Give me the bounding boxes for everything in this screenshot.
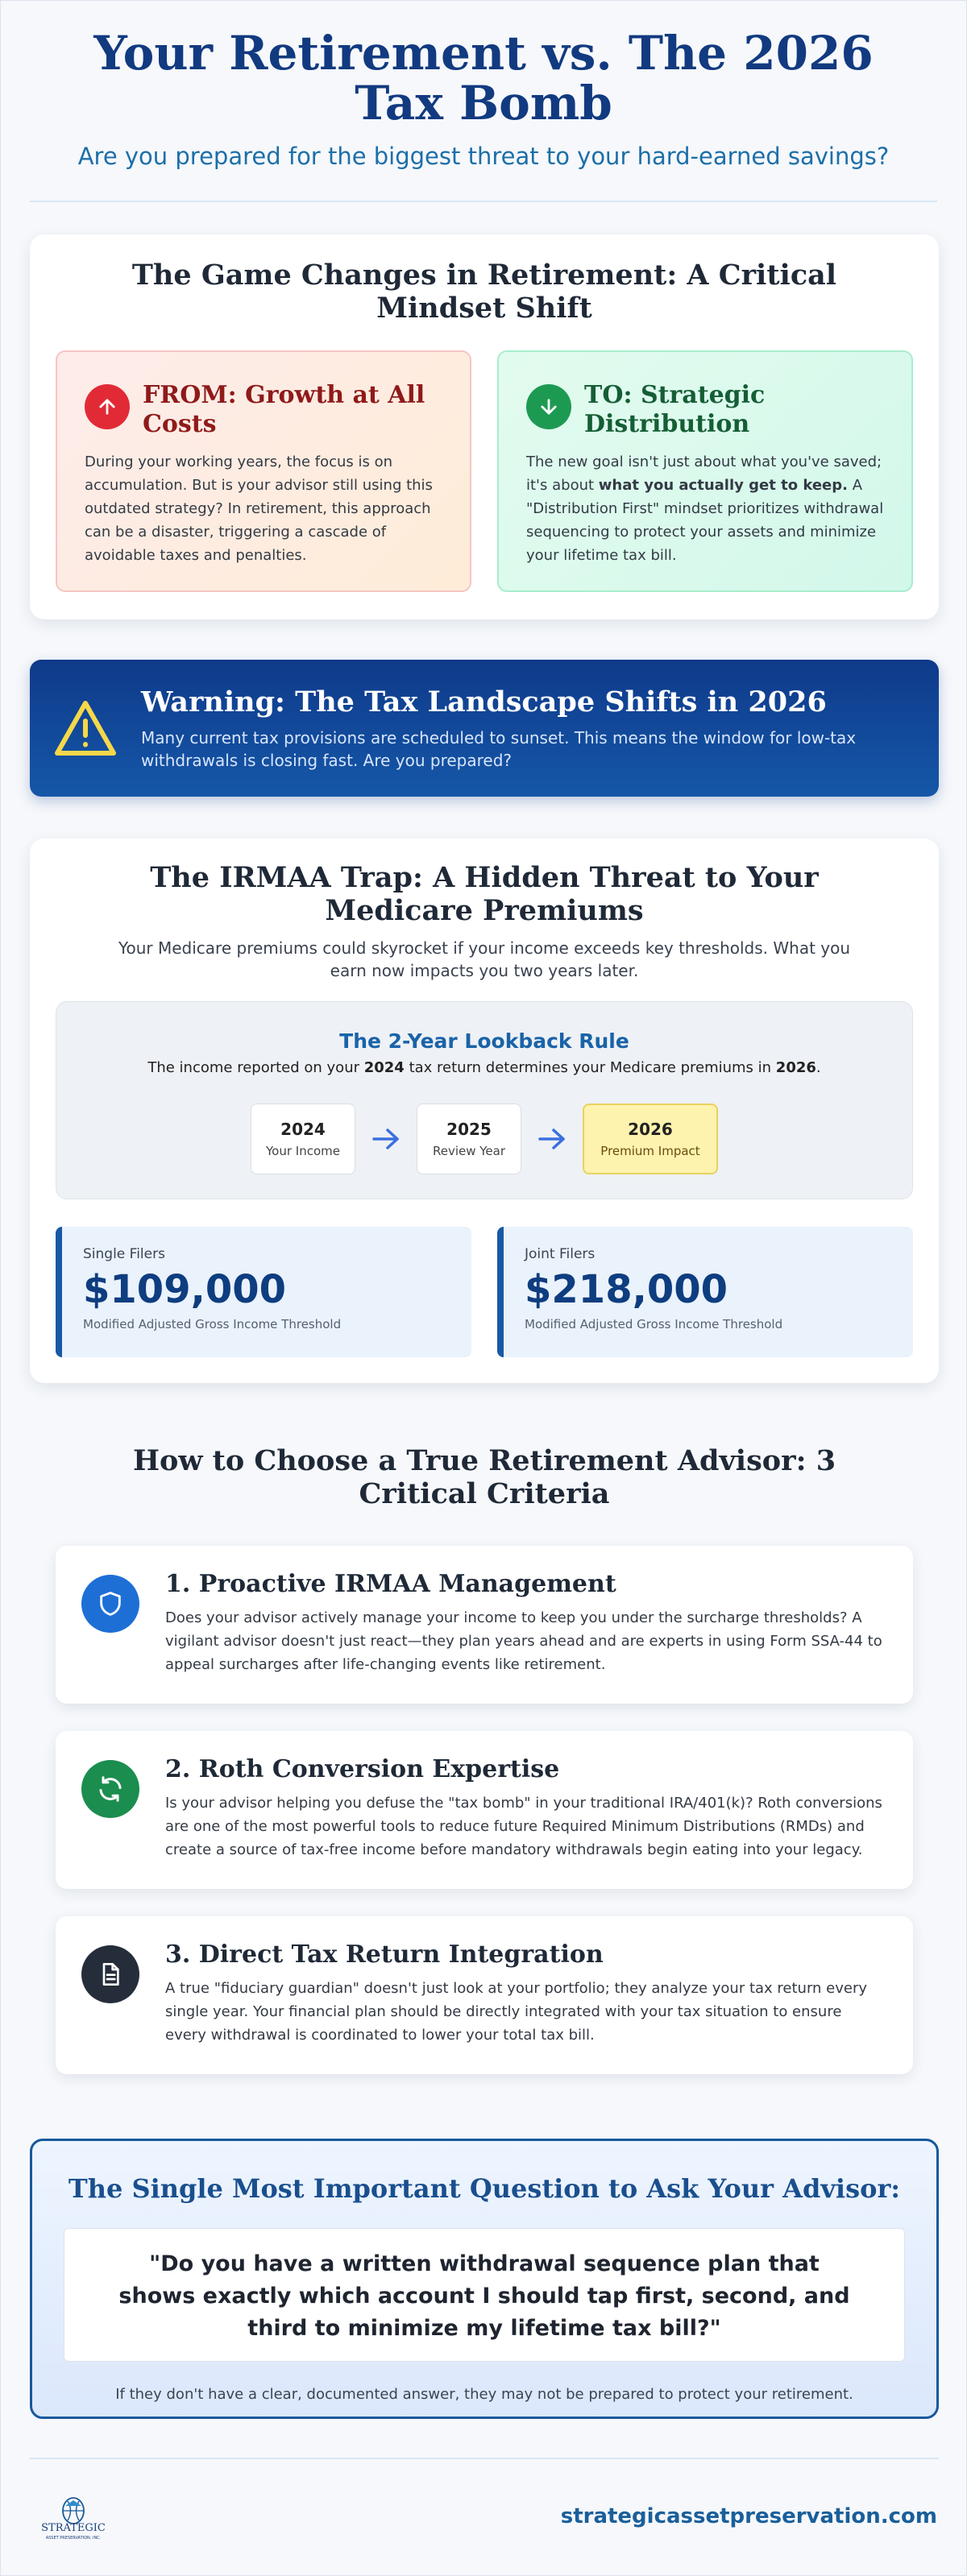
criterion-title: 1. Proactive IRMAA Management bbox=[165, 1570, 616, 1598]
criterion-body: A true "fiduciary guardian" doesn't just look at your portfolio; they analyze your tax return every single year. Your financial plan should be directly integrated with your tax situation to ensure every withdrawal is coordinated to lower your total tax bill. bbox=[165, 1980, 868, 2044]
timeline-year: 2026 bbox=[628, 1120, 673, 1139]
arrow-right-icon bbox=[521, 1123, 583, 1155]
to-body-end: A "Distribution First" mindset prioritizes withdrawal sequencing to protect your assets and minimize your lifetime tax bill. bbox=[526, 477, 884, 564]
warning-title: Warning: The Tax Landscape Shifts in 2026 bbox=[141, 685, 827, 719]
timeline-year: 2025 bbox=[446, 1120, 492, 1139]
arrow-up-icon bbox=[85, 384, 130, 429]
timeline-step-income bbox=[251, 1104, 355, 1174]
criterion-body: Is your advisor helping you defuse the "tax bomb" in your traditional IRA/401(k)? Roth conversions are one of the most powerful tools to reduce future Required Minimum Distributions (RMDs) and create a source of tax-free income before mandatory withdrawals begin eating into your legacy. bbox=[165, 1795, 882, 1858]
threshold-description: Modified Adjusted Gross Income Threshold bbox=[83, 1317, 342, 1331]
company-logo bbox=[33, 2493, 114, 2545]
criterion-body: Does your advisor actively manage your income to keep you under the surcharge thresholds? A vigilant advisor doesn't just react—they plan years ahead and are experts in using Form SSA-44 to appeal surcharges after life-changing events like retirement. bbox=[165, 1609, 882, 1673]
logo-subtext: ASSET PRESERVATION, INC. bbox=[45, 2536, 102, 2541]
lookback-text-end: . bbox=[816, 1059, 821, 1076]
warning-body: Many current tax provisions are scheduled to sunset. This means the window for low-tax withdrawals is closing fast. Are you prepared? bbox=[141, 727, 857, 770]
to-distribution-box bbox=[497, 350, 913, 592]
criterion-irmaa-management bbox=[56, 1546, 913, 1704]
page-subtitle: Are you prepared for the biggest threat to your hard-earned savings? bbox=[77, 143, 890, 170]
from-title: FROM: Growth at All Costs bbox=[143, 381, 425, 438]
threshold-label: Single Filers bbox=[83, 1246, 165, 1262]
timeline-year: 2024 bbox=[280, 1120, 326, 1139]
header bbox=[1, 1, 966, 170]
key-question-box bbox=[30, 2139, 939, 2419]
timeline-step-impact bbox=[583, 1104, 718, 1174]
lookback-text-start: The income reported on your bbox=[147, 1059, 364, 1076]
header-divider bbox=[30, 201, 937, 202]
shield-icon bbox=[81, 1575, 139, 1633]
arrow-down-icon bbox=[526, 384, 571, 429]
website-link[interactable]: strategicassetpreservation.com bbox=[560, 2504, 937, 2528]
page-title: Your Retirement vs. The 2026 Tax Bomb bbox=[93, 26, 874, 130]
lookback-year-income: 2024 bbox=[363, 1059, 405, 1076]
threshold-description: Modified Adjusted Gross Income Threshold bbox=[525, 1317, 783, 1331]
from-growth-box bbox=[56, 350, 471, 592]
criterion-roth-conversion bbox=[56, 1731, 913, 1889]
question-quote: "Do you have a written withdrawal sequence plan that shows exactly which account I should tap first, second, and third to minimize my lifetime tax bill?" bbox=[64, 2228, 905, 2362]
timeline-label: Your Income bbox=[266, 1144, 340, 1158]
warning-banner bbox=[30, 660, 939, 797]
joint-filers-threshold bbox=[497, 1227, 913, 1357]
mindset-card bbox=[30, 234, 939, 619]
irmaa-card bbox=[30, 839, 939, 1383]
from-body: During your working years, the focus is on accumulation. But is your advisor still using this outdated strategy? In retirement, this approach can be a disaster, triggering a cascade of avoidable taxes and penalties. bbox=[85, 453, 433, 564]
threshold-value: $218,000 bbox=[525, 1267, 728, 1312]
lookback-panel bbox=[56, 1001, 913, 1199]
warning-triangle-icon bbox=[52, 698, 118, 758]
single-filers-threshold bbox=[56, 1227, 471, 1357]
logo-wordmark: STRATEGIC bbox=[41, 2522, 106, 2534]
criterion-tax-return-integration bbox=[56, 1916, 913, 2074]
timeline-step-review bbox=[417, 1104, 521, 1174]
to-title: TO: Strategic Distribution bbox=[584, 381, 766, 438]
threshold-label: Joint Filers bbox=[525, 1246, 596, 1262]
arrow-right-icon bbox=[355, 1123, 417, 1155]
irmaa-intro: Your Medicare premiums could skyrocket if your income exceeds key thresholds. What you earn now impacts you two years later. bbox=[118, 938, 851, 980]
lookback-title: The 2-Year Lookback Rule bbox=[339, 1029, 629, 1053]
footer-divider bbox=[30, 2458, 939, 2459]
question-note: If they don't have a clear, documented answer, they may not be prepared to protect your retirement. bbox=[115, 2386, 853, 2403]
timeline-label: Premium Impact bbox=[600, 1144, 700, 1158]
question-title: The Single Most Important Question to Ask Your Advisor: bbox=[68, 2173, 901, 2204]
to-body-start: The new goal isn't just about what you've saved; it's about bbox=[526, 453, 882, 494]
to-body-emphasis: what you actually get to keep. bbox=[598, 477, 848, 494]
lookback-timeline bbox=[56, 1104, 912, 1174]
refresh-icon bbox=[81, 1760, 139, 1818]
irmaa-title: The IRMAA Trap: A Hidden Threat to Your Medicare Premiums bbox=[150, 861, 819, 927]
document-icon bbox=[81, 1945, 139, 2003]
lookback-year-premium: 2026 bbox=[775, 1059, 816, 1076]
threshold-value: $109,000 bbox=[83, 1267, 287, 1312]
to-body bbox=[526, 450, 884, 567]
criterion-title: 3. Direct Tax Return Integration bbox=[165, 1940, 604, 1969]
criteria-title: How to Choose a True Retirement Advisor: 3 Critical Criteria bbox=[132, 1444, 836, 1510]
mindset-title: The Game Changes in Retirement: A Critical Mindset Shift bbox=[131, 259, 837, 325]
lookback-text bbox=[56, 1059, 912, 1076]
lookback-text-mid: tax return determines your Medicare premiums in bbox=[404, 1059, 776, 1076]
timeline-label: Review Year bbox=[432, 1144, 506, 1158]
criterion-title: 2. Roth Conversion Expertise bbox=[165, 1755, 560, 1783]
